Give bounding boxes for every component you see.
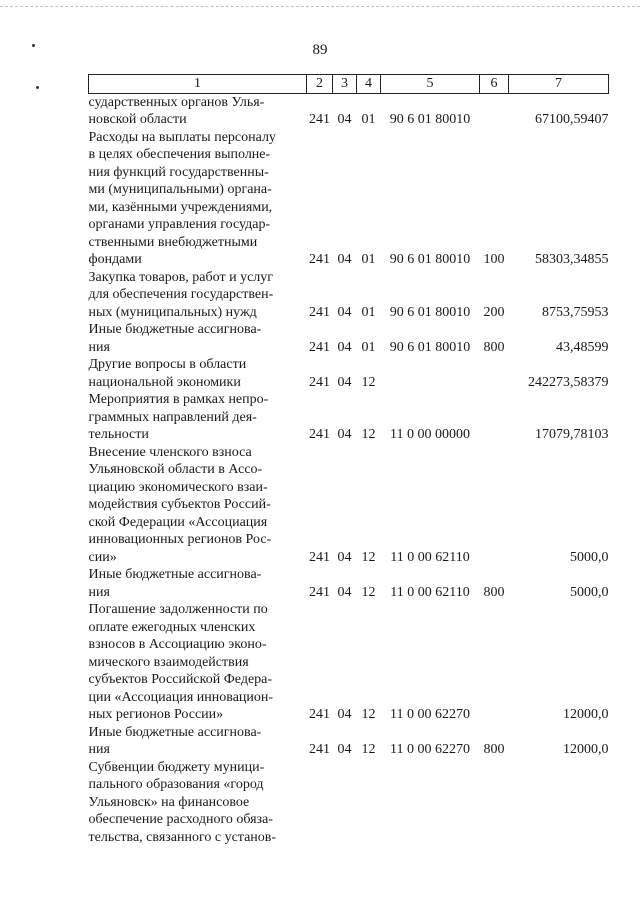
table-row	[89, 321, 609, 356]
expense-name: Иные бюджетные ассигнова- ния	[88, 724, 262, 757]
code-cell: 11 0 00 62110	[390, 549, 470, 565]
amount-cell	[509, 759, 609, 847]
code-cell	[480, 391, 509, 444]
expense-name: Закупка товаров, работ и услуг для обеспечения государствен- ных (муниципальных) нужд	[88, 269, 274, 320]
code-cell: 04	[337, 584, 352, 600]
code-cell: 241	[309, 742, 330, 757]
amount-cell: 12000,0	[563, 707, 609, 722]
column-header: 7	[509, 75, 609, 94]
code-cell	[357, 759, 381, 847]
code-cell: 241	[309, 584, 330, 600]
expense-name: сударственных органов Улья- новской области	[88, 94, 265, 127]
code-cell	[480, 601, 509, 724]
expense-name: Субвенции бюджету муници- пального образования «город Ульяновск» на финансовое обеспечение расходного обяза- тельства, связанного с установ-	[88, 759, 277, 845]
code-cell: 800	[483, 742, 505, 757]
column-header: 5	[381, 75, 480, 94]
scan-top-edge	[0, 6, 640, 7]
column-header: 3	[333, 75, 357, 94]
code-cell: 01	[361, 252, 376, 267]
table-row	[89, 444, 609, 567]
code-cell: 04	[337, 427, 352, 442]
amount-cell: 5000,0	[570, 549, 609, 565]
expense-name: Иные бюджетные ассигнова- ния	[88, 322, 262, 355]
code-cell: 04	[337, 707, 352, 722]
table-row	[89, 269, 609, 322]
code-cell: 04	[337, 549, 352, 565]
budget-table	[88, 74, 609, 846]
code-cell: 04	[337, 742, 352, 757]
table-row	[89, 391, 609, 444]
expense-name: Внесение членского взноса Ульяновской области в Ассо- циацию экономического взаи- модействия субъектов Россий- ской Федерации «Ассоциация инновационных регионов Рос- сии»	[88, 444, 272, 565]
code-cell: 241	[309, 427, 330, 442]
code-cell: 12	[361, 427, 376, 442]
code-cell: 04	[337, 252, 352, 267]
code-cell: 90 6 01 80010	[389, 304, 471, 320]
code-cell: 241	[309, 707, 330, 722]
amount-cell: 67100,59407	[535, 112, 609, 127]
code-cell: 04	[337, 304, 352, 320]
code-cell: 01	[361, 112, 376, 127]
table-row	[89, 566, 609, 601]
code-cell	[307, 759, 333, 847]
code-cell: 12	[361, 584, 376, 600]
code-cell: 241	[309, 374, 330, 390]
code-cell	[381, 759, 480, 847]
code-cell: 12	[361, 549, 376, 565]
scan-speck	[36, 86, 39, 89]
table-row	[89, 129, 609, 269]
column-header: 1	[89, 75, 307, 94]
table-row	[89, 356, 609, 391]
code-cell	[381, 356, 480, 391]
code-cell: 01	[361, 304, 376, 320]
code-cell: 01	[361, 339, 376, 355]
column-header: 4	[357, 75, 381, 94]
amount-cell: 12000,0	[563, 742, 609, 757]
amount-cell: 43,48599	[556, 339, 609, 355]
code-cell	[480, 759, 509, 847]
code-cell: 241	[309, 549, 330, 565]
code-cell: 200	[483, 304, 505, 320]
table-row	[89, 759, 609, 847]
code-cell: 90 6 01 80010	[389, 112, 471, 127]
table-row	[89, 724, 609, 759]
code-cell: 11 0 00 62270	[390, 742, 470, 757]
column-header: 6	[480, 75, 509, 94]
code-cell: 241	[309, 339, 330, 355]
code-cell: 90 6 01 80010	[389, 252, 471, 267]
code-cell: 11 0 00 62110	[390, 584, 470, 600]
column-header: 2	[307, 75, 333, 94]
expense-name: Расходы на выплаты персоналу в целях обеспечения выполне- ния функций государственны- ми (муниципальными) органа- ми, казёнными учреждениями, органами управления государ- ственными внебюджетными фондами	[88, 129, 276, 267]
expense-name: Иные бюджетные ассигнова- ния	[88, 567, 262, 600]
code-cell: 04	[337, 339, 352, 355]
expense-name: Другие вопросы в области национальной экономики	[88, 357, 247, 390]
code-cell: 12	[361, 707, 376, 722]
code-cell: 241	[309, 252, 330, 267]
expense-name: Мероприятия в рамках непро- граммных направлений дея- тельности	[88, 392, 269, 442]
code-cell: 12	[361, 374, 376, 390]
amount-cell: 17079,78103	[535, 427, 609, 442]
page-number: 89	[312, 42, 328, 58]
amount-cell: 8753,75953	[542, 304, 609, 320]
code-cell: 90 6 01 80010	[389, 339, 471, 355]
code-cell: 11 0 00 00000	[390, 427, 470, 442]
code-cell: 800	[483, 339, 505, 355]
code-cell: 241	[309, 304, 330, 320]
amount-cell: 58303,34855	[535, 252, 609, 267]
code-cell: 11 0 00 62270	[390, 707, 470, 722]
code-cell: 12	[361, 742, 376, 757]
code-cell: 800	[483, 584, 505, 600]
code-cell	[480, 93, 509, 129]
amount-cell: 242273,58379	[528, 374, 609, 390]
code-cell	[333, 759, 357, 847]
table-row	[89, 93, 609, 129]
amount-cell: 5000,0	[570, 584, 609, 600]
expense-name: Погашение задолженности по оплате ежегодных членских взносов в Ассоциацию эконо- мического взаимодействия субъектов Российской Федера- ции «Ассоциация инновацион- ных регионов России»	[88, 602, 274, 722]
code-cell	[480, 356, 509, 391]
code-cell: 04	[337, 374, 352, 390]
code-cell: 04	[337, 112, 352, 127]
code-cell	[480, 444, 509, 567]
table-row	[89, 601, 609, 724]
code-cell: 100	[483, 252, 505, 267]
code-cell: 241	[309, 112, 330, 127]
table-header-row	[89, 75, 609, 94]
